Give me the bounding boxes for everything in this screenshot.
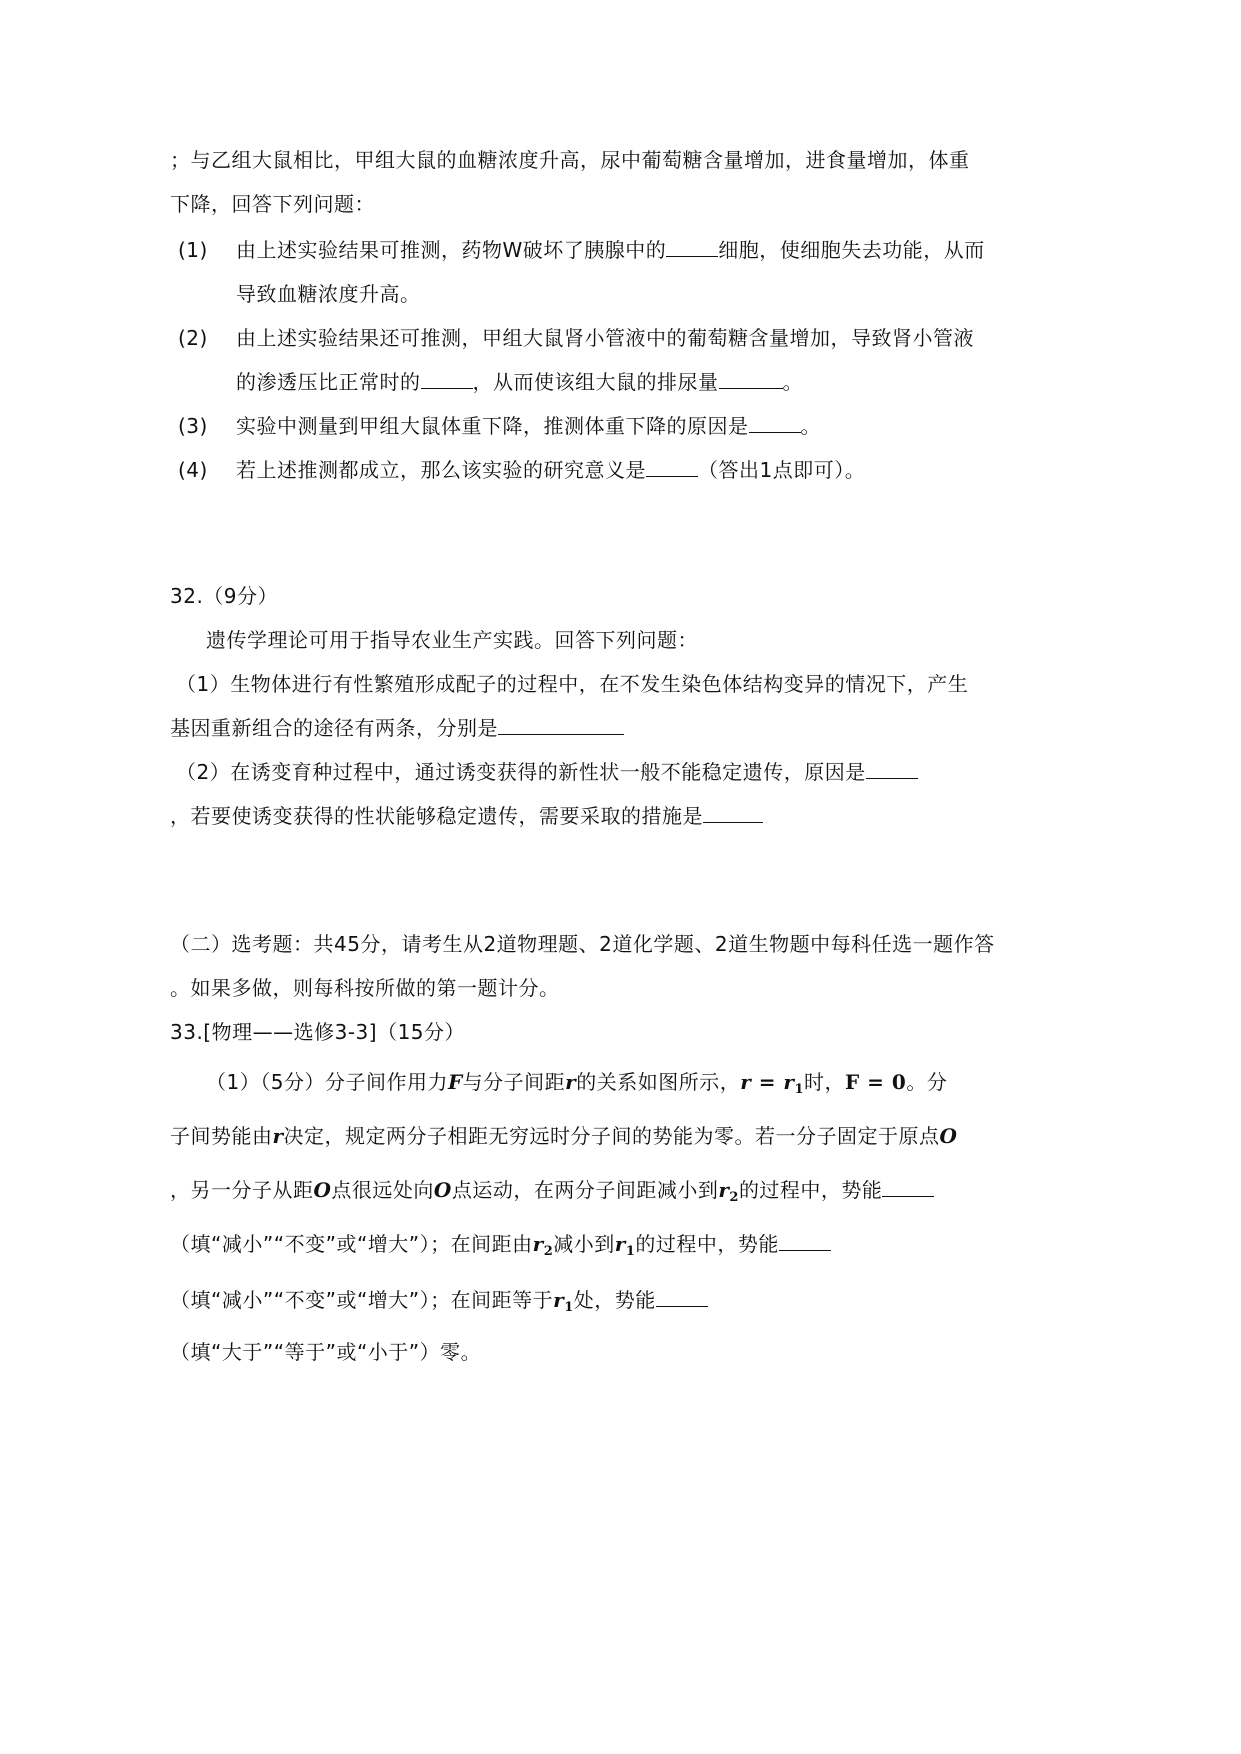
q33-line-6: （填“大于”“等于”或“小于”）零。 [170, 1340, 482, 1364]
answer-blank[interactable] [882, 1176, 934, 1197]
optional-section-line-1: （二）选考题：共45分，请考生从2道物理题、2道化学题、2道生物题中每科任选一题作答 [170, 932, 995, 956]
q33-line-4: （填“减小”“不变”或“增大”）；在间距由$r_2$减小到$r_1$的过程中，势能 [170, 1230, 831, 1266]
q32-header: 32.（9分） [170, 584, 279, 608]
q32-part-2-line-1: （2）在诱变育种过程中，通过诱变获得的新性状一般不能稳定遗传，原因是 [176, 758, 918, 786]
q31-intro-line-2: 下降，回答下列问题： [170, 192, 375, 216]
q32-part-1-line-2: 基因重新组合的途径有两条，分别是 [170, 714, 624, 742]
q33-line-2: 子间势能由r决定，规定两分子相距无穷远时分子间的势能为零。若一分子固定于原点O [170, 1124, 958, 1148]
q33-header: 33.[物理——选修3-3]（15分） [170, 1020, 466, 1044]
q31-part-2-line-2: 的渗透压比正常时的 ，从而使该组大鼠的排尿量 。 [236, 370, 803, 394]
answer-blank[interactable] [719, 368, 783, 389]
answer-blank[interactable] [749, 412, 801, 433]
q31-part-2-number: (2) [178, 326, 208, 350]
answer-blank[interactable] [656, 1286, 708, 1307]
q31-part-4-number: (4) [178, 458, 208, 482]
equation-F-equals-0: F = 0 [845, 1070, 907, 1094]
q31-part-1-line-2: 导致血糖浓度升高。 [236, 282, 421, 306]
answer-blank[interactable] [779, 1230, 831, 1251]
q31-part-1-number: (1) [178, 238, 208, 262]
q31-intro-line-1: ；与乙组大鼠相比，甲组大鼠的血糖浓度升高，尿中葡萄糖含量增加，进食量增加，体重 [170, 148, 970, 172]
q33-line-5: （填“减小”“不变”或“增大”）；在间距等于$r_1$处，势能 [170, 1286, 708, 1322]
q31-part-2-line-1: 由上述实验结果还可推测，甲组大鼠肾小管液中的葡萄糖含量增加，导致肾小管液 [236, 326, 974, 350]
q31-part-3-line: 实验中测量到甲组大鼠体重下降，推测体重下降的原因是 。 [236, 414, 821, 438]
q32-part-2-line-2: ，若要使诱变获得的性状能够稳定遗传，需要采取的措施是 [170, 802, 763, 830]
answer-blank[interactable] [703, 802, 763, 823]
answer-blank[interactable] [666, 236, 718, 257]
symbol-r: r [565, 1070, 577, 1094]
q31-part-3-number: (3) [178, 414, 208, 438]
answer-blank[interactable] [646, 456, 698, 477]
q31-part-4-line: 若上述推测都成立，那么该实验的研究意义是 （答出1点即可）。 [236, 458, 866, 482]
optional-section-line-2: 。如果多做，则每科按所做的第一题计分。 [170, 976, 560, 1000]
symbol-O: O [939, 1124, 958, 1148]
equation-r-equals-r1: r = r [740, 1070, 795, 1094]
q33-line-1: （1）（5分）分子间作用力F与分子间距r的关系如图所示，$r = r_1$时，F = 0。分 [206, 1070, 948, 1097]
q32-part-1-line-1: （1）生物体进行有性繁殖形成配子的过程中，在不发生染色体结构变异的情况下，产生 [176, 672, 969, 696]
q31-part-1-line-1: 由上述实验结果可推测，药物W破坏了胰腺中的 细胞，使细胞失去功能，从而 [236, 238, 985, 262]
answer-blank[interactable] [421, 368, 473, 389]
answer-blank[interactable] [498, 714, 624, 735]
q32-intro: 遗传学理论可用于指导农业生产实践。回答下列问题： [206, 628, 698, 652]
symbol-F: F [447, 1070, 463, 1094]
answer-blank[interactable] [866, 758, 918, 779]
q33-line-3: ，另一分子从距O点很远处向O点运动，在两分子间距减小到$r_2$的过程中，势能 [170, 1176, 934, 1212]
